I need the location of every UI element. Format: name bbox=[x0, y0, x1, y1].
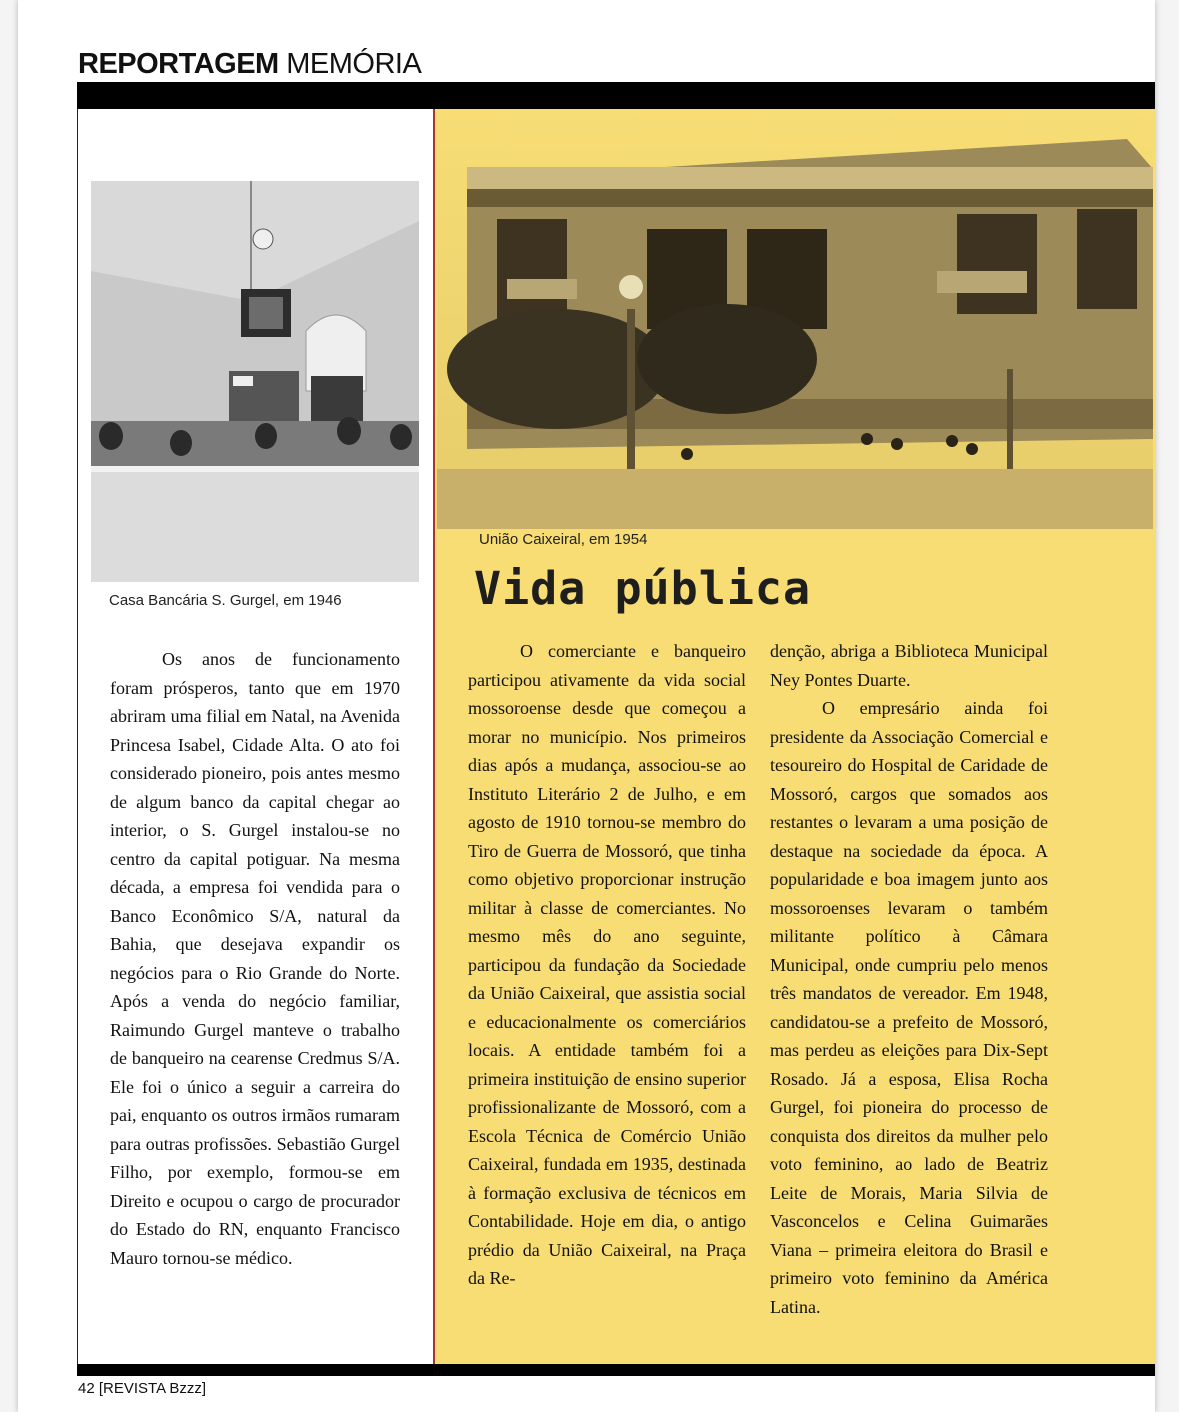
bank-interior-photo bbox=[91, 181, 419, 582]
text-column-left bbox=[110, 645, 400, 1272]
text-column-middle bbox=[468, 637, 746, 1293]
top-black-bar bbox=[77, 82, 1155, 109]
photo-caption-building: União Caixeiral, em 1954 bbox=[479, 531, 648, 548]
section-label-bold: REPORTAGEM bbox=[78, 48, 279, 80]
paragraph: Os anos de funcionamento foram prósperos, tanto que em 1970 abriram uma filial em Natal, na Avenida Princesa Isabel, Cidade Alta. O ato foi considerado pioneiro, pois antes mesmo de algum banco da capital chegar ao interior, o S. Gurgel instalou-se no centro da capital potiguar. Na mesma década, a empresa foi vendida para o Banco Econômico S/A, natural da Bahia, que desejava expandir os negócios para o Rio Grande do Norte. Após a venda do negócio familiar, Raimundo Gurgel manteve o trabalho de banqueiro na cearense Credmus S/A. Ele foi o único a seguir a carreira do pai, enquanto os outros irmãos rumaram para outras profissões. Sebastião Gurgel Filho, por exemplo, formou-se em Direito e ocupou o cargo de procurador do Estado do RN, enquanto Francisco Mauro tornou-se médico. bbox=[110, 649, 400, 1268]
photo-caption-bank: Casa Bancária S. Gurgel, em 1946 bbox=[109, 592, 342, 609]
bottom-black-bar bbox=[77, 1364, 1155, 1376]
column-divider bbox=[433, 109, 435, 1364]
section-header bbox=[78, 48, 421, 81]
paragraph: denção, abriga a Biblioteca Municipal Ney Pontes Duarte. bbox=[770, 641, 1048, 690]
article-title: Vida pública bbox=[474, 562, 812, 615]
magazine-page bbox=[18, 0, 1155, 1412]
text-column-right bbox=[770, 637, 1048, 1321]
page-footer: 42 [REVISTA Bzzz] bbox=[78, 1380, 207, 1397]
section-label-light: MEMÓRIA bbox=[286, 48, 422, 80]
paragraph: O comerciante e banqueiro participou ativamente da vida social mossoroense desde que começou a morar no município. Nos primeiros dias após a mudança, associou-se ao Instituto Literário 2 de Julho, e em agosto de 1910 tornou-se membro do Tiro de Guerra de Mossoró, que tinha como objetivo proporcionar instrução militar à classe de comerciantes. No mesmo mês do ano seguinte, participou da fundação da Sociedade da União Caixeiral, que assistia social e educacionalmente os comerciários locais. A entidade também foi a primeira instituição de ensino superior profissionalizante de Mossoró, com a Escola Técnica de Comércio União Caixeiral, fundada em 1935, destinada à formação exclusiva de técnicos em Contabilidade. Hoje em dia, o antigo prédio da União Caixeiral, na Praça da Re- bbox=[468, 641, 746, 1288]
uniao-caixeiral-photo bbox=[437, 109, 1153, 529]
paragraph: O empresário ainda foi presidente da Associação Comercial e tesoureiro do Hospital de Caridade de Mossoró, cargos que somados aos restantes o levaram a uma posição de destaque na sociedade da época. A popularidade e boa imagem junto aos mossoroenses levaram o também militante político à Câmara Municipal, onde cumpriu pelo menos três mandatos de vereador. Em 1948, candidatou-se a prefeito de Mossoró, mas perdeu as eleições para Dix-Sept Rosado. Já a esposa, Elisa Rocha Gurgel, foi pioneira do processo de conquista dos direitos da mulher pelo voto feminino, ao lado de Beatriz Leite de Morais, Maria Silvia de Vasconcelos e Celina Guimarães Viana – primeira eleitora do Brasil e primeiro voto feminino da América Latina. bbox=[770, 698, 1048, 1317]
